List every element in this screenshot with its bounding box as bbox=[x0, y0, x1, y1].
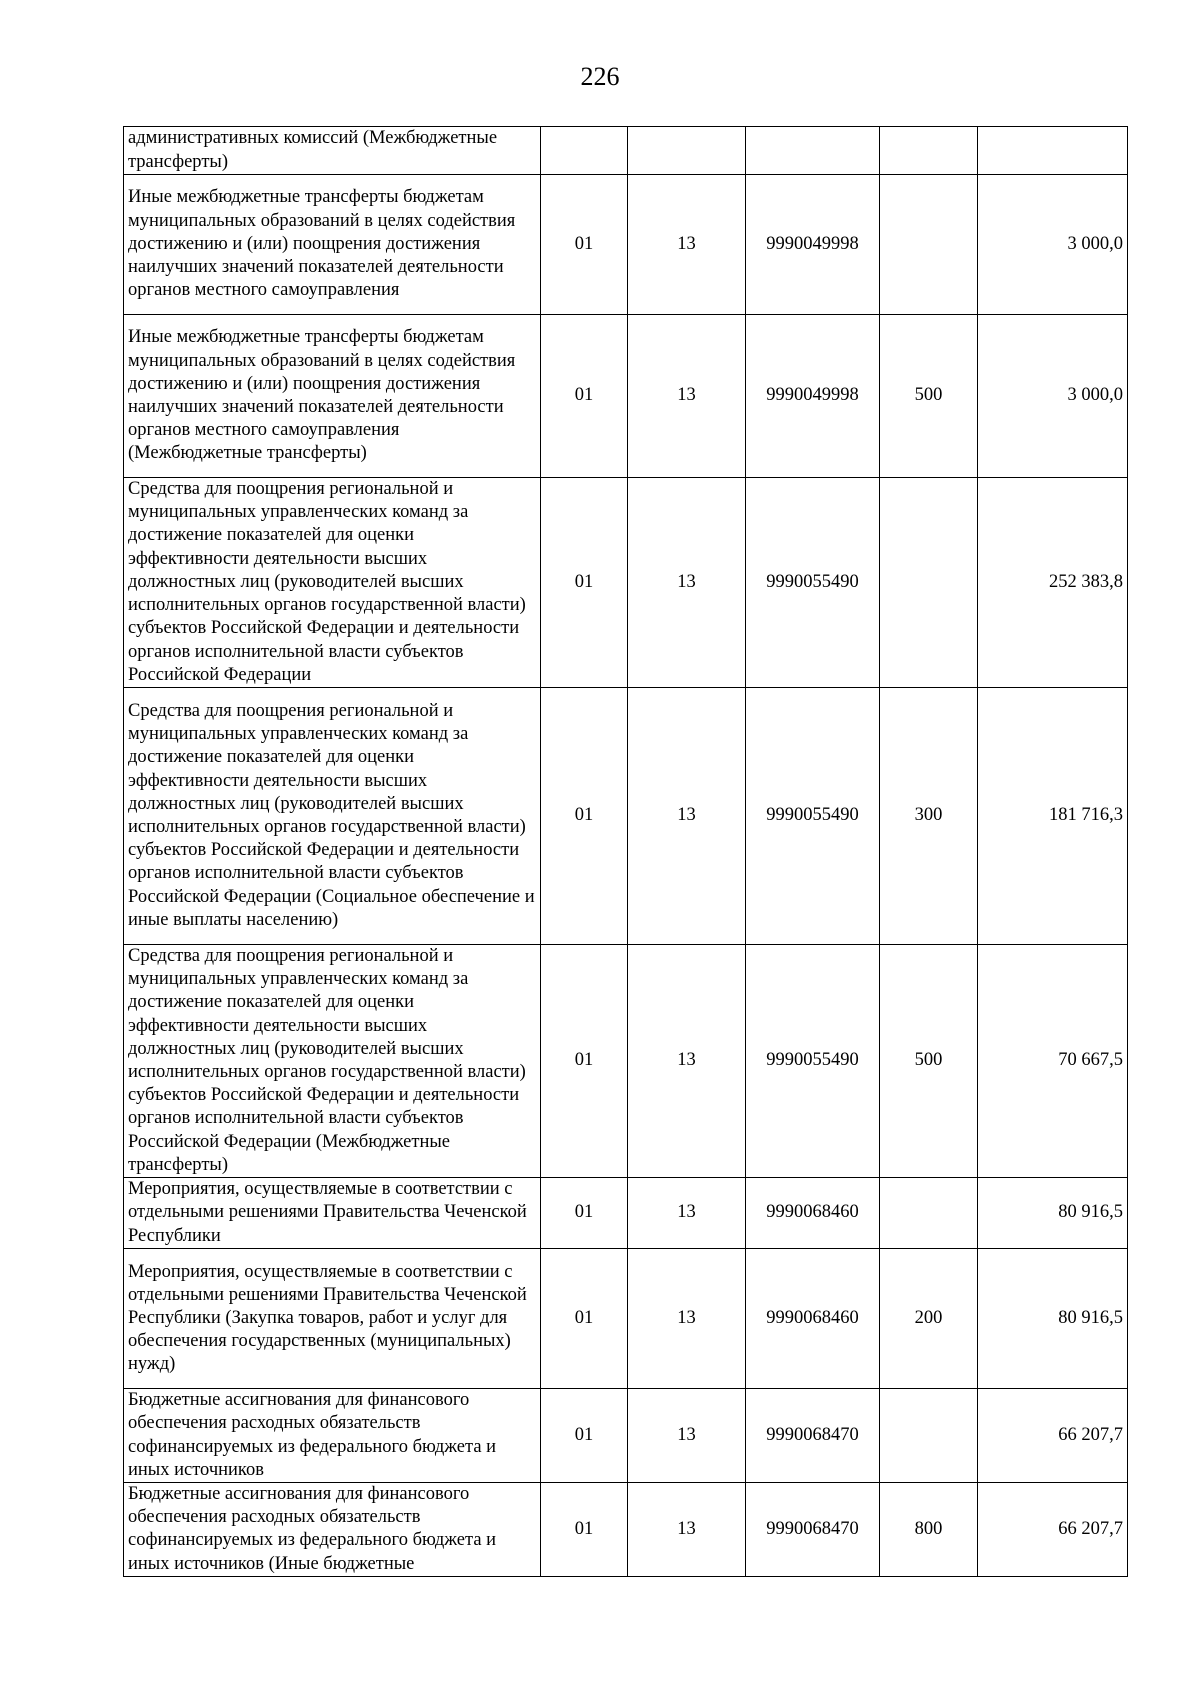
row-name: Средства для поощрения региональной и муниципальных управленческих команд за достижение показателей для оценки эффективности деятельности высших должностных лиц (руководителей высших исполнительных органов государственной власти) субъектов Российской Федерации и деятельности органов исполнительной власти субъектов Российской Федерации (Межбюджетные трансферты) bbox=[124, 945, 541, 1178]
row-amount: 80 916,5 bbox=[978, 1249, 1128, 1389]
row-name: административных комиссий (Межбюджетные трансферты) bbox=[124, 127, 541, 175]
row-section: 01 bbox=[541, 478, 628, 688]
row-section: 01 bbox=[541, 315, 628, 478]
row-expense-type bbox=[880, 1178, 978, 1249]
table-row bbox=[124, 478, 1128, 688]
row-amount: 66 207,7 bbox=[978, 1389, 1128, 1483]
row-name: Иные межбюджетные трансферты бюджетам муниципальных образований в целях содействия достижению и (или) поощрения достижения наилучших значений показателей деятельности органов местного самоуправления (Межбюджетные трансферты) bbox=[124, 315, 541, 478]
table-row bbox=[124, 1389, 1128, 1483]
table-row bbox=[124, 127, 1128, 175]
row-amount: 80 916,5 bbox=[978, 1178, 1128, 1249]
row-section: 01 bbox=[541, 945, 628, 1178]
row-subsection: 13 bbox=[628, 1249, 746, 1389]
row-target-article: 9990068460 bbox=[746, 1249, 880, 1389]
row-section: 01 bbox=[541, 175, 628, 315]
row-section: 01 bbox=[541, 1389, 628, 1483]
row-section: 01 bbox=[541, 1178, 628, 1249]
row-expense-type: 200 bbox=[880, 1249, 978, 1389]
row-target-article: 9990068470 bbox=[746, 1483, 880, 1577]
row-target-article bbox=[746, 127, 880, 175]
row-subsection: 13 bbox=[628, 478, 746, 688]
row-target-article: 9990049998 bbox=[746, 175, 880, 315]
row-subsection bbox=[628, 127, 746, 175]
row-expense-type: 500 bbox=[880, 315, 978, 478]
row-target-article: 9990068460 bbox=[746, 1178, 880, 1249]
row-subsection: 13 bbox=[628, 1178, 746, 1249]
row-expense-type bbox=[880, 175, 978, 315]
row-section: 01 bbox=[541, 1483, 628, 1577]
row-target-article: 9990068470 bbox=[746, 1389, 880, 1483]
row-target-article: 9990049998 bbox=[746, 315, 880, 478]
row-expense-type bbox=[880, 1389, 978, 1483]
row-section: 01 bbox=[541, 1249, 628, 1389]
table-row bbox=[124, 175, 1128, 315]
row-section: 01 bbox=[541, 688, 628, 945]
row-expense-type: 300 bbox=[880, 688, 978, 945]
row-target-article: 9990055490 bbox=[746, 688, 880, 945]
row-expense-type: 800 bbox=[880, 1483, 978, 1577]
row-name: Средства для поощрения региональной и муниципальных управленческих команд за достижение показателей для оценки эффективности деятельности высших должностных лиц (руководителей высших исполнительных органов государственной власти) субъектов Российской Федерации и деятельности органов исполнительной власти субъектов Российской Федерации (Социальное обеспечение и иные выплаты населению) bbox=[124, 688, 541, 945]
row-subsection: 13 bbox=[628, 945, 746, 1178]
row-subsection: 13 bbox=[628, 1483, 746, 1577]
budget-table bbox=[123, 126, 1128, 1577]
row-name: Бюджетные ассигнования для финансового обеспечения расходных обязательств софинансируемых из федерального бюджета и иных источников bbox=[124, 1389, 541, 1483]
row-expense-type bbox=[880, 127, 978, 175]
row-subsection: 13 bbox=[628, 315, 746, 478]
row-expense-type bbox=[880, 478, 978, 688]
row-target-article: 9990055490 bbox=[746, 478, 880, 688]
row-amount: 66 207,7 bbox=[978, 1483, 1128, 1577]
table-row bbox=[124, 1178, 1128, 1249]
table-row bbox=[124, 688, 1128, 945]
row-amount: 181 716,3 bbox=[978, 688, 1128, 945]
row-subsection: 13 bbox=[628, 1389, 746, 1483]
row-name: Средства для поощрения региональной и муниципальных управленческих команд за достижение показателей для оценки эффективности деятельности высших должностных лиц (руководителей высших исполнительных органов государственной власти) субъектов Российской Федерации и деятельности органов исполнительной власти субъектов Российской Федерации bbox=[124, 478, 541, 688]
row-name: Бюджетные ассигнования для финансового обеспечения расходных обязательств софинансируемых из федерального бюджета и иных источников (Иные бюджетные bbox=[124, 1483, 541, 1577]
row-subsection: 13 bbox=[628, 175, 746, 315]
row-amount bbox=[978, 127, 1128, 175]
row-expense-type: 500 bbox=[880, 945, 978, 1178]
page-number: 226 bbox=[580, 62, 620, 91]
row-name: Мероприятия, осуществляемые в соответствии с отдельными решениями Правительства Чеченской Республики bbox=[124, 1178, 541, 1249]
row-amount: 252 383,8 bbox=[978, 478, 1128, 688]
row-amount: 3 000,0 bbox=[978, 175, 1128, 315]
table-row bbox=[124, 1249, 1128, 1389]
row-target-article: 9990055490 bbox=[746, 945, 880, 1178]
row-amount: 70 667,5 bbox=[978, 945, 1128, 1178]
table-row bbox=[124, 1483, 1128, 1577]
row-subsection: 13 bbox=[628, 688, 746, 945]
row-name: Иные межбюджетные трансферты бюджетам муниципальных образований в целях содействия достижению и (или) поощрения достижения наилучших значений показателей деятельности органов местного самоуправления bbox=[124, 175, 541, 315]
table-row bbox=[124, 315, 1128, 478]
row-amount: 3 000,0 bbox=[978, 315, 1128, 478]
table-row bbox=[124, 945, 1128, 1178]
row-section bbox=[541, 127, 628, 175]
row-name: Мероприятия, осуществляемые в соответствии с отдельными решениями Правительства Чеченской Республики (Закупка товаров, работ и услуг для обеспечения государственных (муниципальных) нужд) bbox=[124, 1249, 541, 1389]
